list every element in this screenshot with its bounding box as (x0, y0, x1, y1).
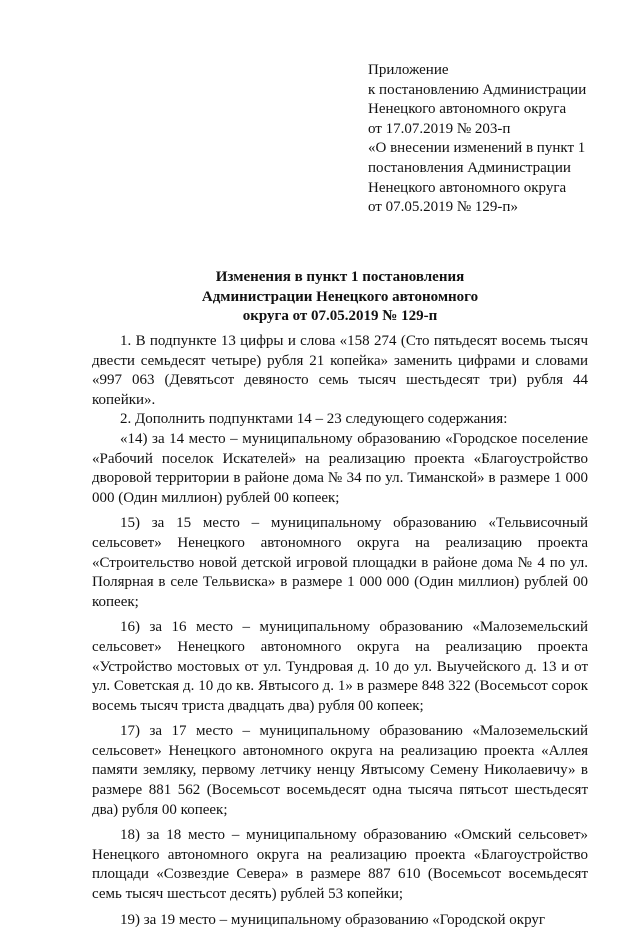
subitem-18: 18) за 18 место – муниципальному образованию «Омский сельсовет» Ненецкого автономного округа на реализацию проекта «Благоустройство площади «Созвездие Севера» в размере 887 610 (Восемьсот восемьдесят семь тысяч шестьсот десять) рублей 53 копейки; (92, 827, 588, 903)
appendix-line: от 17.07.2019 № 203-п (368, 120, 511, 137)
paragraph-2: 2. Дополнить подпунктами 14 – 23 следующего содержания: (120, 411, 508, 428)
appendix-block (368, 61, 628, 218)
subitem-19: 19) за 19 место – муниципальному образованию «Городской округ (120, 911, 546, 928)
appendix-line: Ненецкого автономного округа (368, 101, 567, 118)
document-body (92, 332, 588, 930)
appendix-line: к постановлению Администрации (368, 81, 587, 98)
subitem-16: 16) за 16 место – муниципальному образованию «Малоземельский сельсовет» Ненецкого автономного округа на реализацию проекта «Устройство мостовых от ул. Тундровая д. 10 до ул. Выучейского д. 13 и от ул. Советская д. 10 до кв. Явтысого д. 1» в размере 848 322 (Восемьсот сорок восемь тысяч триста двадцать два) рубля 00 копеек; (92, 619, 588, 714)
title-line: Администрации Ненецкого автономного (201, 288, 479, 305)
title-line: округа от 07.05.2019 № 129-п (242, 308, 438, 324)
subitem-15: 15) за 15 место – муниципальному образованию «Тельвисочный сельсовет» Ненецкого автономного округа на реализацию проекта «Строительство новой детской игровой площадки в районе дома № 4 по ул. Полярная в селе Тельвиска» в размере 1 000 000 (Один миллион) рублей 00 копеек; (92, 515, 588, 610)
document-title (92, 268, 588, 327)
title-line: Изменения в пункт 1 постановления (215, 269, 465, 285)
appendix-line: постановления Администрации (368, 159, 571, 176)
subitem-14: «14) за 14 место – муниципальному образованию «Городское поселение «Рабочий поселок Искателей» на реализацию проекта «Благоустройство дворовой территории в районе дома № 34 по ул. Тиманской» в размере 1 000 000 (Один миллион) рублей 00 копеек; (92, 430, 588, 506)
appendix-line: Ненецкого автономного округа (368, 179, 567, 196)
paragraph-1: 1. В подпункте 13 цифры и слова «158 274 (Сто пятьдесят восемь тысяч двести семьдесят четыре) рубля 21 копейка» заменить цифрами и словами «997 063 (Девятьсот девяносто семь тысяч шестьдесят три) рубля 44 копейки». (92, 333, 588, 408)
appendix-line: Приложение (368, 62, 449, 78)
subitem-17: 17) за 17 место – муниципальному образованию «Малоземельский сельсовет» Ненецкого автономного округа на реализацию проекта «Аллея памяти земляку, первому летчику ненцу Явтысому Семену Николаевичу» в размере 881 562 (Восемьсот восемьдесят одна тысяча пятьсот шестьдесят два) рубля 00 копеек; (92, 723, 588, 818)
appendix-line: от 07.05.2019 № 129-п» (368, 199, 518, 216)
appendix-line: «О внесении изменений в пункт 1 (368, 140, 586, 157)
